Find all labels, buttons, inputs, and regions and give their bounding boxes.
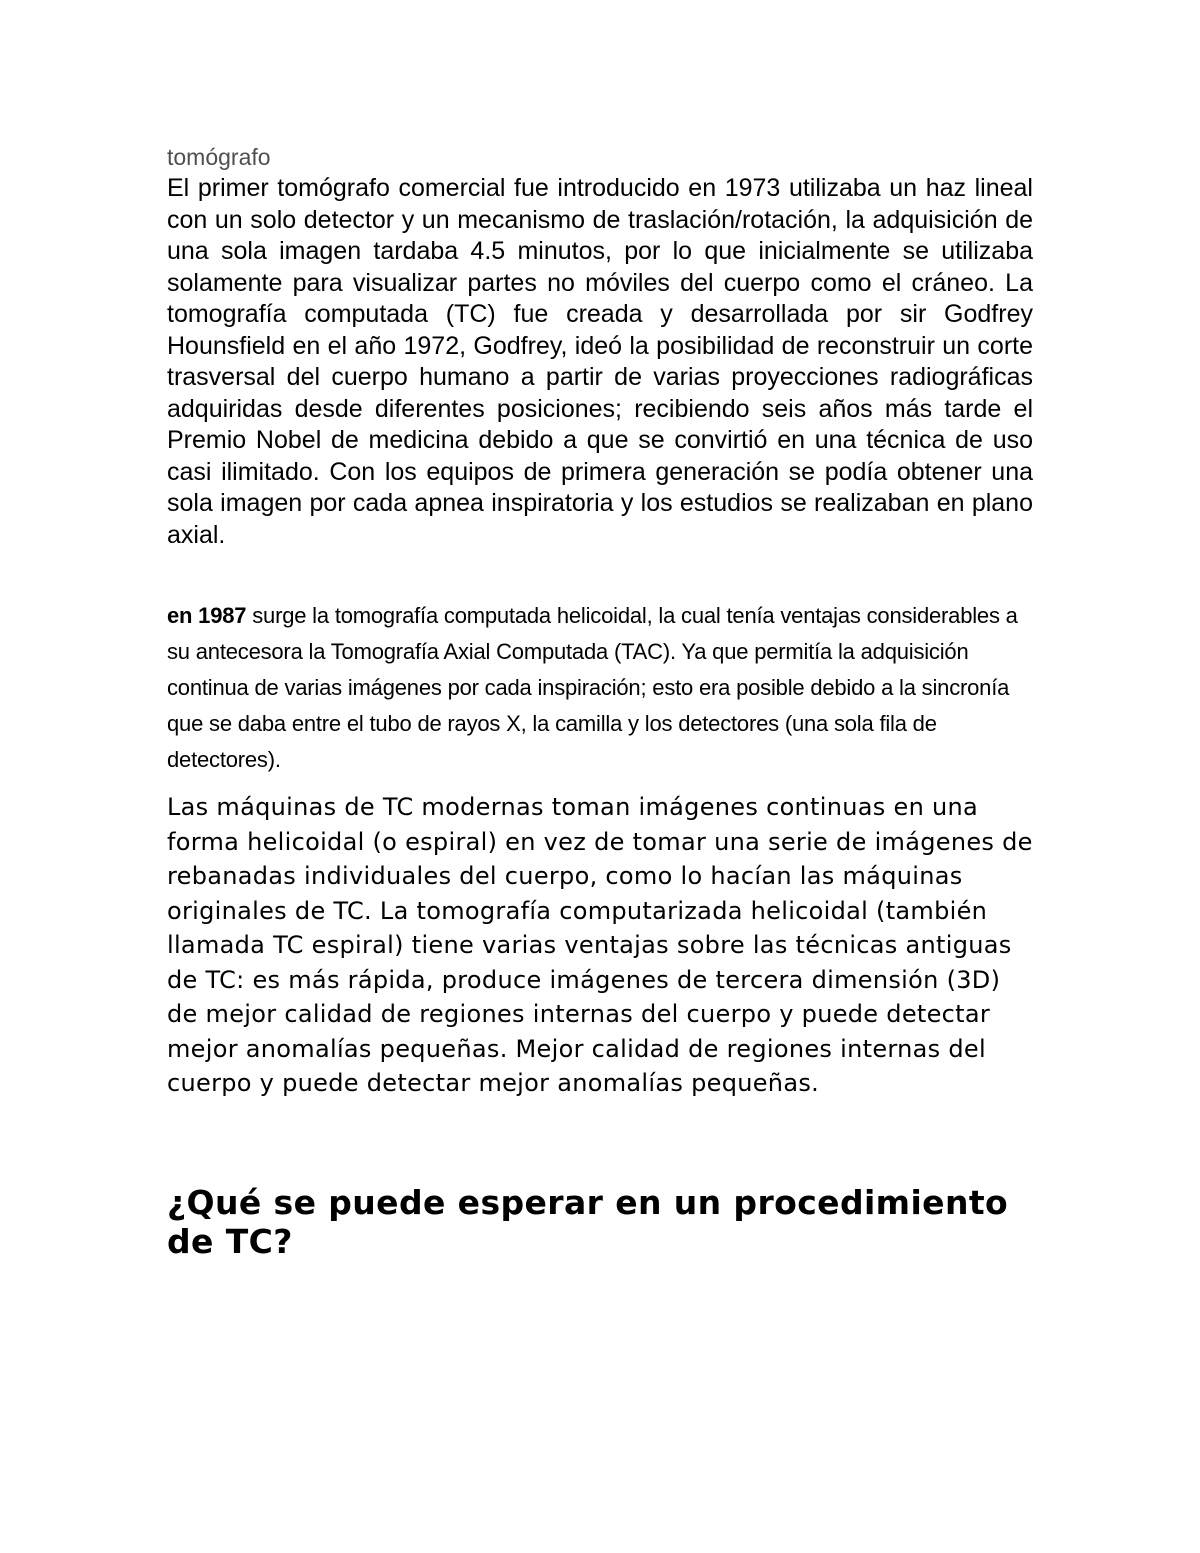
document-content xyxy=(167,143,1033,1261)
paragraph-helical-text: surge la tomografía computada helicoidal, la cual tenía ventajas considerables a su antecesora la Tomografía Axial Computada (TAC). Ya que permitía la adquisición continua de varias imágenes por cada inspiración; esto era posible debido a la sincronía que se daba entre el tubo de rayos X, la camilla y los detectores (una sola fila de detectores). xyxy=(167,603,1018,772)
section-label: tomógrafo xyxy=(167,144,271,170)
paragraph-helical xyxy=(167,598,1033,778)
paragraph-helical-year: en 1987 xyxy=(167,603,247,628)
section-heading: ¿Qué se puede esperar en un procedimiento de TC? xyxy=(167,1182,1009,1261)
paragraph-modern-ct: Las máquinas de TC modernas toman imágenes continuas en una forma helicoidal (o espiral) en vez de tomar una serie de imágenes de rebanadas individuales del cuerpo, como lo hacían las máquinas originales de TC. La tomografía computarizada helicoidal (también llamada TC espiral) tiene varias ventajas sobre las técnicas antiguas de TC: es más rápida, produce imágenes de tercera dimensión (3D) de mejor calidad de regiones internas del cuerpo y puede detectar mejor anomalías pequeñas. Mejor calidad de regiones internas del cuerpo y puede detectar mejor anomalías pequeñas. xyxy=(167,793,1033,1097)
paragraph-history: El primer tomógrafo comercial fue introducido en 1973 utilizaba un haz lineal con un solo detector y un mecanismo de traslación/rotación, la adquisición de una sola imagen tardaba 4.5 minutos, por lo que inicialmente se utilizaba solamente para visualizar partes no móviles del cuerpo como el cráneo. La tomografía computada (TC) fue creada y desarrollada por sir Godfrey Hounsfield en el año 1972, Godfrey, ideó la posibilidad de reconstruir un corte trasversal del cuerpo humano a partir de varias proyecciones radiográficas adquiridas desde diferentes posiciones; recibiendo seis años más tarde el Premio Nobel de medicina debido a que se convirtió en una técnica de uso casi ilimitado. Con los equipos de primera generación se podía obtener una sola imagen por cada apnea inspiratoria y los estudios se realizaban en plano axial. xyxy=(167,174,1033,549)
